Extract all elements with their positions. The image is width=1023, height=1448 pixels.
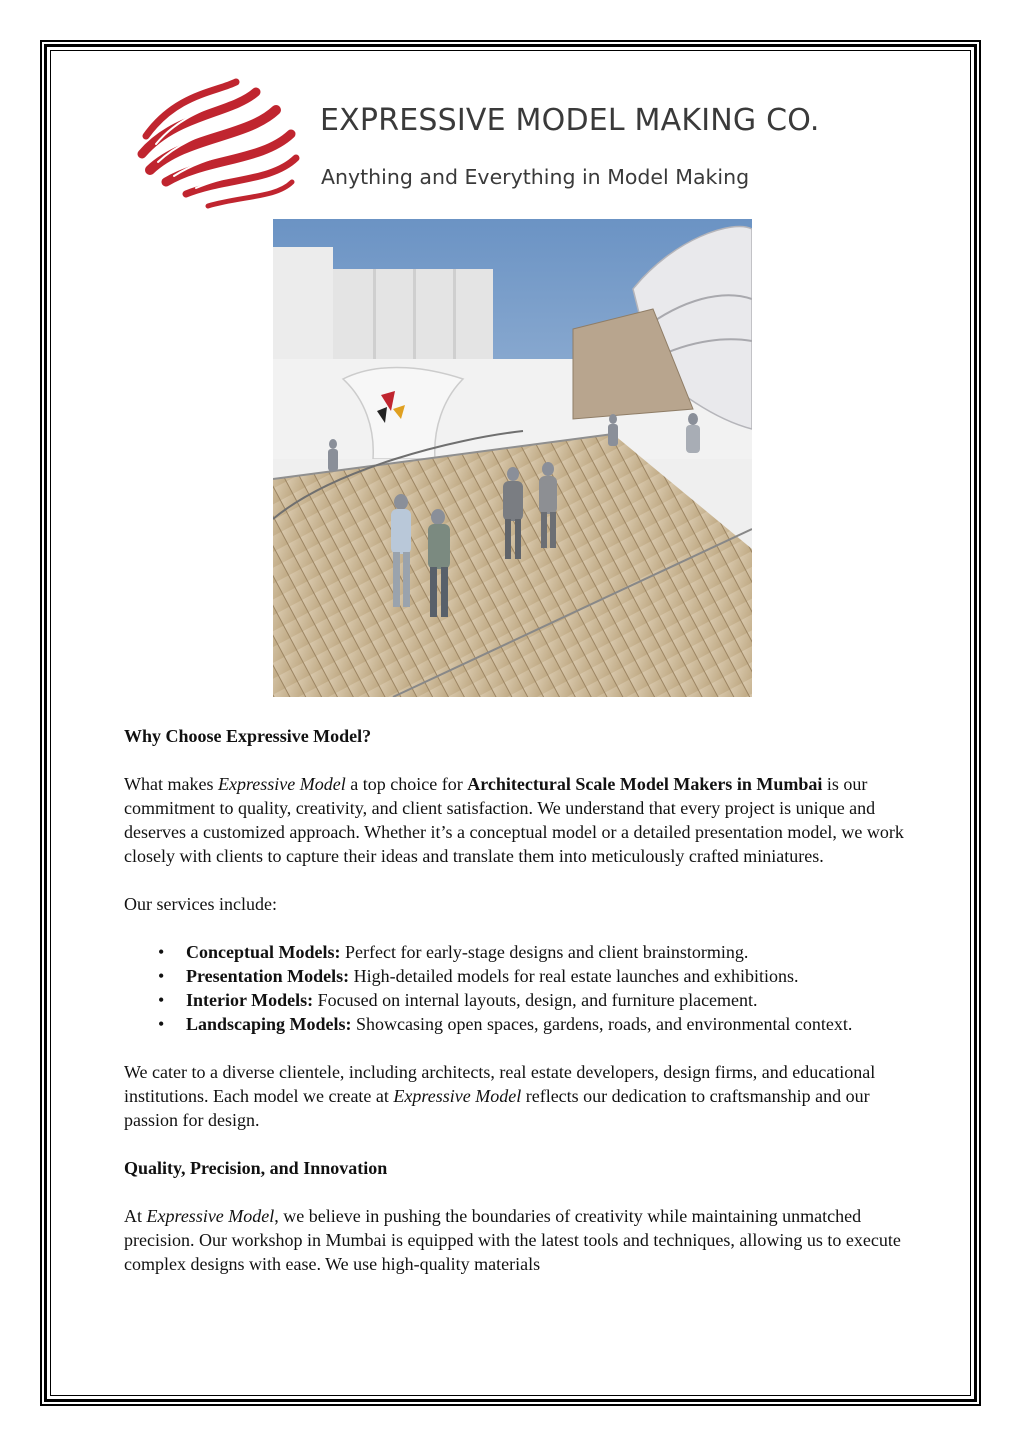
quality-brand-italic: Expressive Model [146, 1206, 275, 1226]
article-body [124, 724, 914, 1276]
clientele-paragraph [124, 1060, 914, 1132]
intro-brand-italic: Expressive Model [217, 774, 346, 794]
list-item [124, 1012, 914, 1036]
bullet-icon: • [158, 942, 165, 962]
quality-paragraph [124, 1204, 914, 1276]
service-description: Focused on internal layouts, design, and furniture placement. [313, 990, 758, 1010]
service-title: Conceptual Models: [186, 942, 341, 962]
services-list [124, 940, 914, 1036]
architectural-model-photo-icon [273, 219, 752, 697]
logo-wave-icon [136, 74, 302, 214]
intro-text-1: What makes [124, 774, 218, 794]
service-title: Landscaping Models: [186, 1014, 352, 1034]
quality-text-2: , we believe in pushing the boundaries of creativity while maintaining unmatched precision. Our workshop in Mumbai is equipped with the latest tools and techniques, allowing us to execute complex designs with ease. We use high-quality materials [124, 1206, 901, 1274]
clientele-text-1: We cater to a diverse clientele, including architects, real estate developers, design firms, and educational institutions. Each model we create at [124, 1062, 876, 1106]
bullet-icon: • [158, 990, 165, 1010]
company-tagline: Anything and Everything in Model Making [321, 165, 750, 189]
list-item [124, 964, 914, 988]
bullet-icon: • [158, 966, 165, 986]
intro-keyword-bold: Architectural Scale Model Makers in Mumbai [467, 774, 823, 794]
intro-text-3: is our commitment to quality, creativity, and client satisfaction. We understand that every project is unique and deserves a customized approach. Whether it’s a conceptual model or a detailed presentation model, we work closely with clients to capture their ideas and translate them into meticulously crafted miniatures. [124, 774, 904, 866]
list-item [124, 940, 914, 964]
service-description: Showcasing open spaces, gardens, roads, and environmental context. [351, 1014, 853, 1034]
quality-text-1: At [124, 1206, 147, 1226]
company-name: EXPRESSIVE MODEL MAKING CO. [320, 103, 820, 138]
bullet-icon: • [158, 1014, 165, 1034]
section-heading-why-choose: Why Choose Expressive Model? [124, 726, 372, 746]
service-title: Interior Models: [186, 990, 314, 1010]
services-intro: Our services include: [124, 894, 277, 914]
clientele-text-2: reflects our dedication to craftsmanship and our passion for design. [124, 1086, 870, 1130]
service-description: High-detailed models for real estate launches and exhibitions. [349, 966, 799, 986]
intro-text-2: a top choice for [345, 774, 468, 794]
list-item [124, 988, 914, 1012]
service-title: Presentation Models: [186, 966, 350, 986]
clientele-brand-italic: Expressive Model [393, 1086, 522, 1106]
section-heading-quality: Quality, Precision, and Innovation [124, 1158, 388, 1178]
intro-paragraph [124, 772, 914, 868]
service-description: Perfect for early-stage designs and client brainstorming. [340, 942, 749, 962]
